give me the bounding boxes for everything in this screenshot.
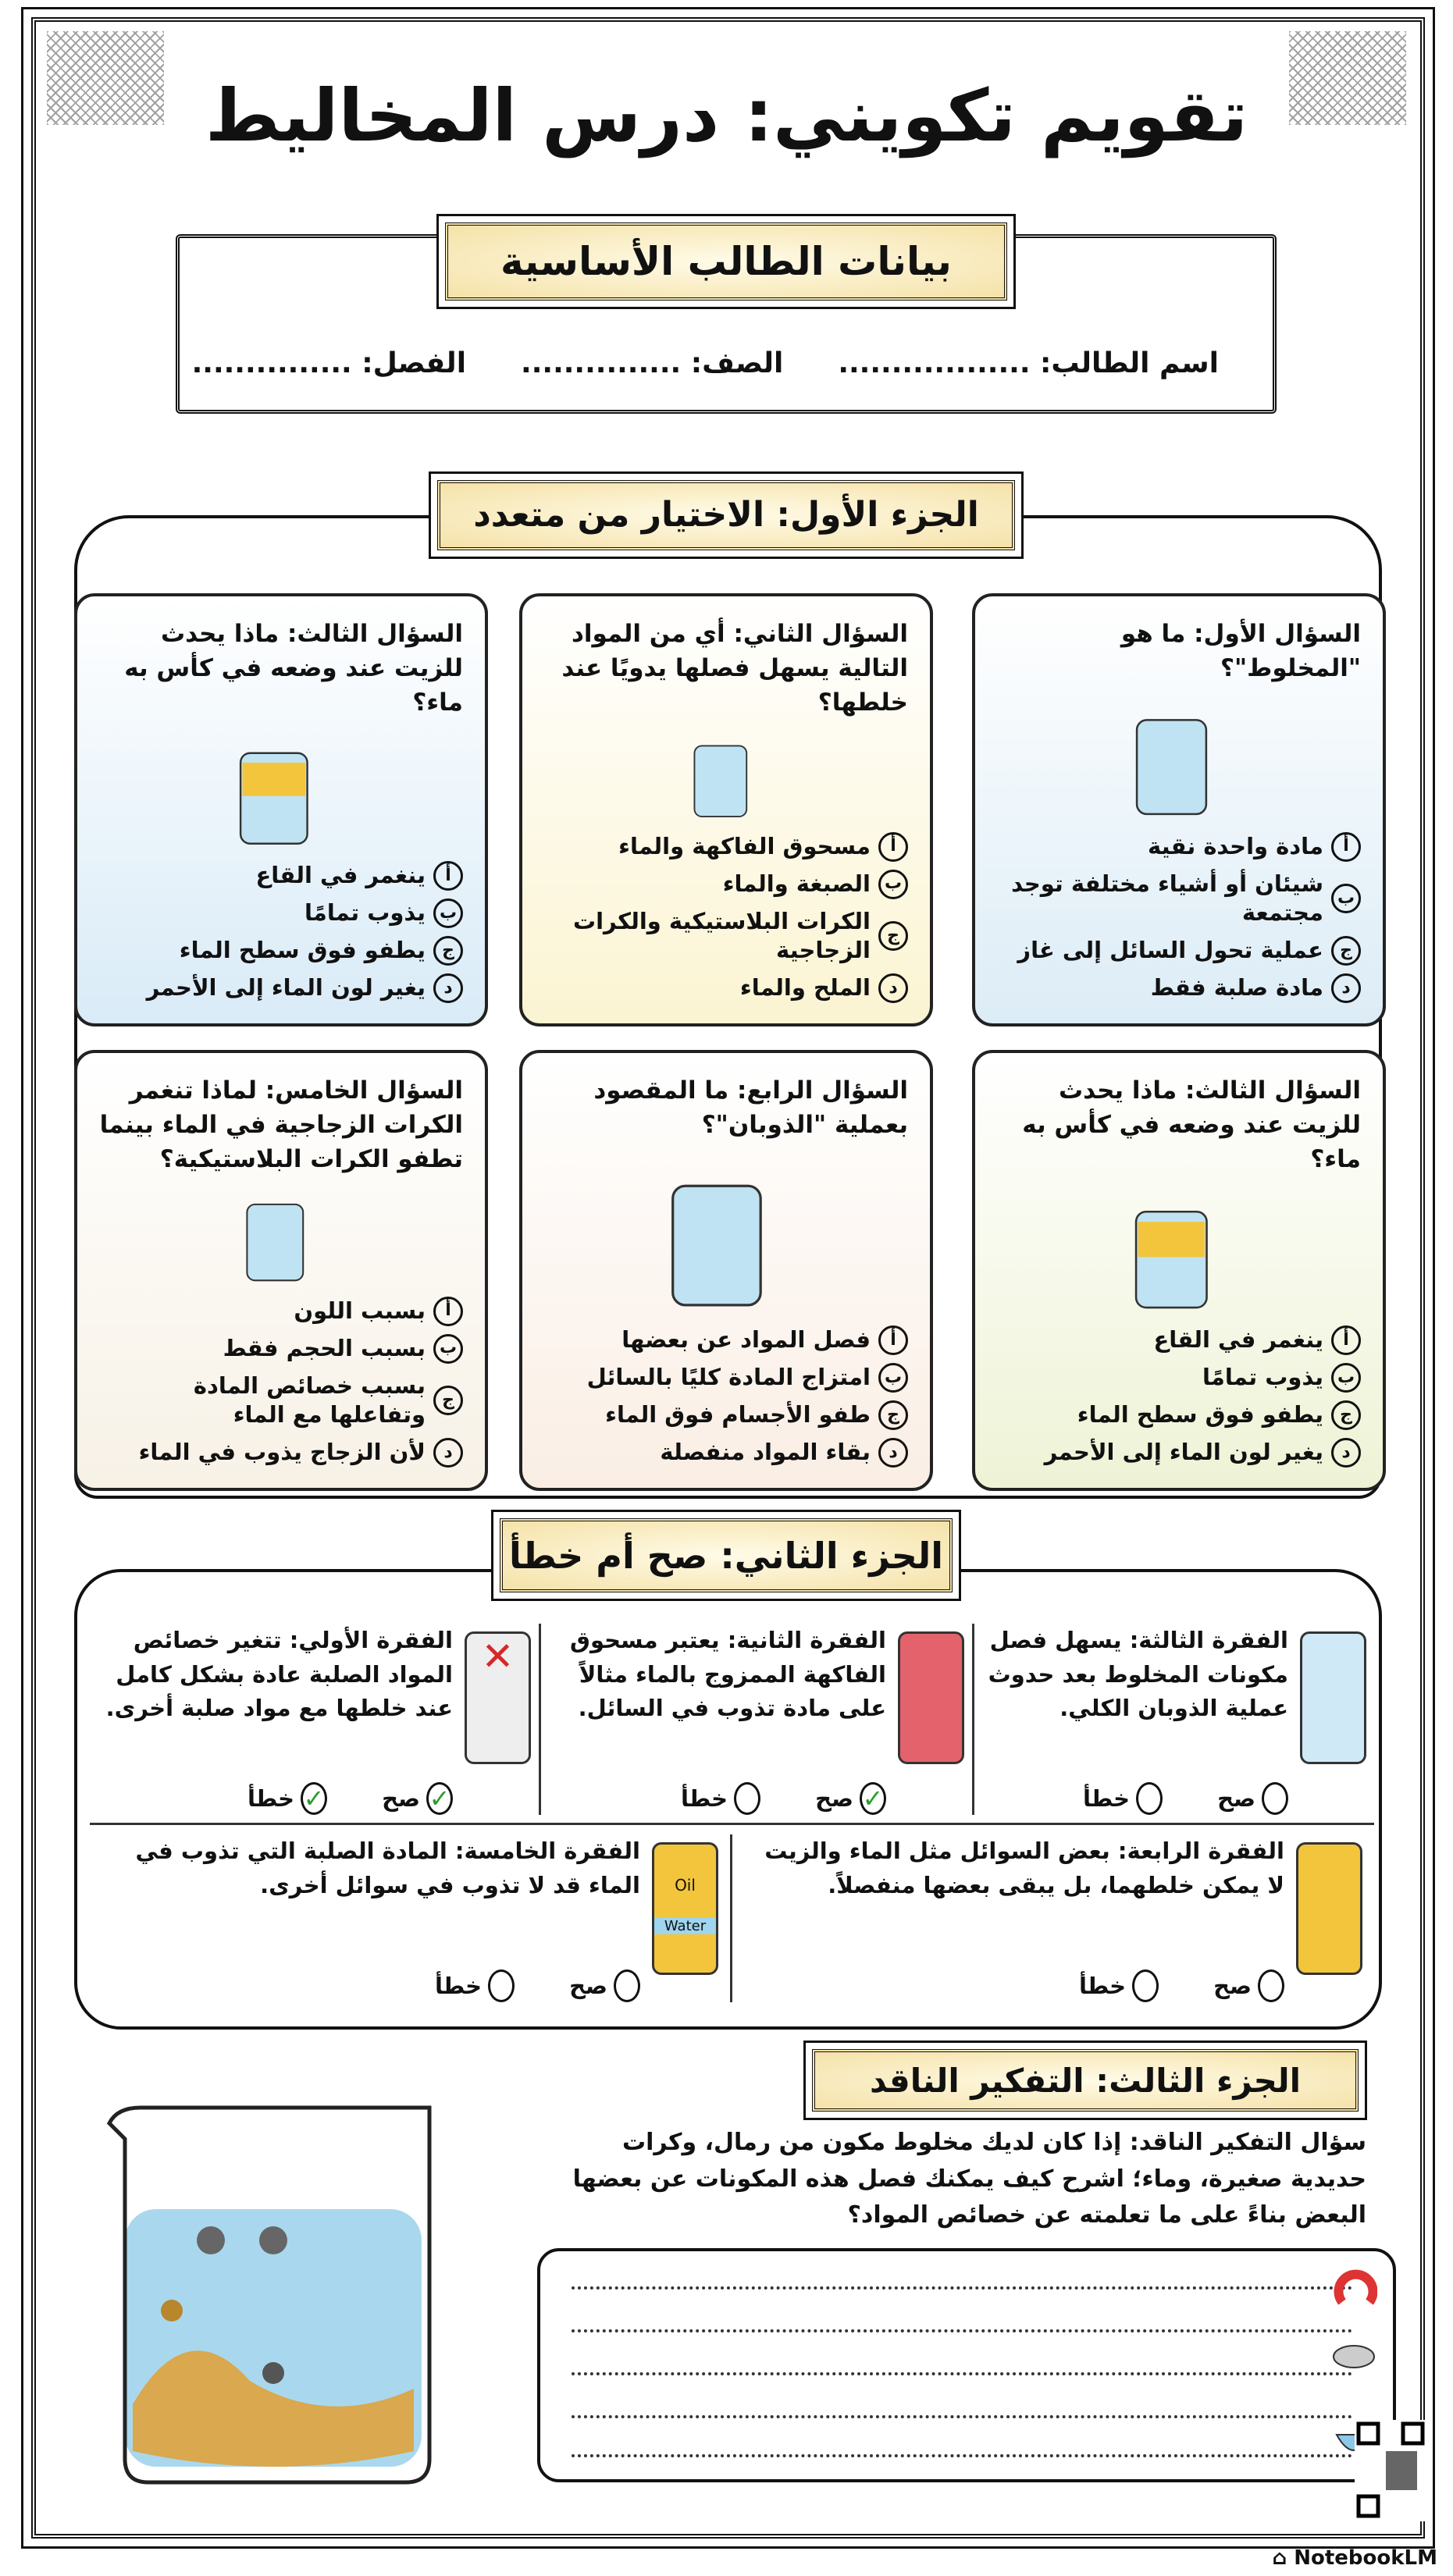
answer-option[interactable] xyxy=(997,1438,1361,1468)
question-card xyxy=(74,1050,488,1491)
answer-option[interactable] xyxy=(544,832,908,862)
answer-option[interactable] xyxy=(544,1363,908,1393)
option-letter: ج xyxy=(433,936,463,966)
answer-line[interactable] xyxy=(572,2415,1352,2418)
qr-code[interactable] xyxy=(1355,2420,1429,2521)
item-illustration xyxy=(1296,1842,1362,1975)
sieve-icon xyxy=(1334,2346,1374,2368)
answer-option[interactable] xyxy=(997,1325,1361,1355)
true-label: صح xyxy=(569,1973,607,1999)
option-letter: ج xyxy=(878,1400,908,1430)
answer-option[interactable] xyxy=(544,907,908,966)
answer-box[interactable] xyxy=(537,2248,1396,2482)
question-text: السؤال الثالث: ماذا يحدث للزيت عند وضعه في كأس به ماء؟ xyxy=(124,620,463,717)
false-label: خطأ xyxy=(248,1785,295,1812)
answer-option[interactable] xyxy=(544,870,908,899)
false-option[interactable] xyxy=(1079,1969,1159,2002)
option-text: مادة صلبة فقط xyxy=(1150,974,1323,1002)
answer-option[interactable] xyxy=(99,1372,463,1430)
question-text: السؤال الخامس: لماذا تنغمر الكرات الزجاجية في الماء بينما تطفو الكرات البلاستيكية؟ xyxy=(99,1076,463,1174)
divider xyxy=(972,1624,974,1815)
question-card xyxy=(519,1050,933,1491)
option-text: الملح والماء xyxy=(739,974,871,1002)
answer-line[interactable] xyxy=(572,2454,1352,2457)
option-text: يغير لون الماء إلى الأحمر xyxy=(146,974,426,1002)
cross-icon: ✕ xyxy=(481,1634,515,1679)
option-letter: أ xyxy=(1331,832,1361,862)
statement-text: الفقرة الثانية: يعتبر مسحوق الفاكهة الممزوج بالماء مثالاً على مادة تذوب في السائل. xyxy=(570,1627,886,1721)
answer-option[interactable] xyxy=(544,1325,908,1355)
answer-option[interactable] xyxy=(99,1334,463,1364)
option-letter: ب xyxy=(878,870,908,899)
question-card xyxy=(972,593,1386,1026)
question-text: السؤال الثاني: أي من المواد التالية يسهل فصلها يدويًا عند خلطها؟ xyxy=(561,620,908,717)
question-card xyxy=(74,593,488,1026)
critical-thinking-question: سؤال التفكير الناقد: إذا كان لديك مخلوط مكون من رمال، وكرات حديدية صغيرة، وماء؛ اشرح كيف يمكنك فصل هذه المكونات عن بعضها البعض بناءً على ما تعلمته عن خصائص المواد؟ xyxy=(572,2129,1366,2229)
answer-option[interactable] xyxy=(544,1400,908,1430)
statement-text: الفقرة الخامسة: المادة الصلبة التي تذوب في الماء قد لا تذوب في سوائل أخرى. xyxy=(135,1838,640,1898)
question-illustration xyxy=(997,1176,1361,1318)
option-letter: ج xyxy=(1331,936,1361,966)
statement-text: الفقرة الثالثة: يسهل فصل مكونات المخلوط بعد حدوث عملية الذوبان الكلي. xyxy=(988,1627,1288,1721)
part3-header: الجزء الثالث: التفكير الناقد xyxy=(812,2049,1359,2112)
part1-header: الجزء الأول: الاختيار من متعدد xyxy=(437,480,1015,550)
statement-text: الفقرة الأولي: تتغير خصائص المواد الصلبة عادة بشكل كامل عند خلطها مع مواد صلبة أخرى. xyxy=(105,1627,453,1721)
option-text: عملية تحول السائل إلى غاز xyxy=(1017,937,1323,964)
option-letter: د xyxy=(878,1438,908,1468)
item-illustration xyxy=(652,1842,718,1975)
true-false-item xyxy=(984,1624,1366,1815)
option-text: بسبب اللون xyxy=(294,1297,426,1324)
false-label: خطأ xyxy=(681,1785,728,1812)
divider xyxy=(90,1823,1374,1825)
true-false-item xyxy=(550,1624,964,1815)
option-text: مسحوق الفاكهة والماء xyxy=(618,832,871,859)
radio-circle[interactable] xyxy=(1136,1782,1163,1815)
option-letter: ب xyxy=(1331,884,1361,913)
option-text: بقاء المواد منفصلة xyxy=(660,1439,871,1466)
false-option[interactable] xyxy=(248,1782,327,1815)
option-letter: أ xyxy=(433,1297,463,1326)
true-option[interactable] xyxy=(1217,1782,1288,1815)
item-illustration xyxy=(465,1631,531,1764)
answer-option[interactable] xyxy=(997,832,1361,862)
true-option[interactable] xyxy=(815,1782,886,1815)
page-title: تقويم تكويني: درس المخاليط xyxy=(205,74,1248,158)
option-text: يطفو فوق سطح الماء xyxy=(179,937,426,964)
option-text: الكرات البلاستيكية والكرات الزجاجية xyxy=(572,907,871,964)
true-false-item xyxy=(101,1624,531,1815)
question-card xyxy=(972,1050,1386,1491)
false-label: خطأ xyxy=(435,1973,483,1999)
option-letter: د xyxy=(878,973,908,1003)
question-text: السؤال الثالث: ماذا يحدث للزيت عند وضعه في كأس به ماء؟ xyxy=(1022,1076,1361,1174)
false-option[interactable] xyxy=(435,1969,515,2002)
answer-option[interactable] xyxy=(99,973,463,1003)
answer-option[interactable] xyxy=(997,973,1361,1003)
option-text: بسبب خصائص المادة وتفاعلها مع الماء xyxy=(193,1372,426,1429)
answer-option[interactable] xyxy=(99,936,463,966)
option-text: الصبغة والماء xyxy=(722,870,871,897)
option-letter: د xyxy=(1331,1438,1361,1468)
answer-option[interactable] xyxy=(997,1400,1361,1430)
answer-option[interactable] xyxy=(99,898,463,928)
option-text: يذوب تمامًا xyxy=(1202,1364,1323,1391)
false-option[interactable] xyxy=(1083,1782,1163,1815)
answer-line[interactable] xyxy=(572,2329,1352,2332)
brand-watermark: ⌂ NotebookLM xyxy=(1272,2546,1437,2570)
option-letter: ب xyxy=(433,898,463,928)
beaker-sand-iron-illustration xyxy=(94,2076,484,2498)
answer-option[interactable] xyxy=(997,1363,1361,1393)
oil-label: Oil xyxy=(675,1876,696,1895)
option-text: ينغمر في القاع xyxy=(1153,1326,1323,1354)
option-letter: أ xyxy=(878,832,908,862)
radio-circle[interactable] xyxy=(1258,1969,1284,2002)
answer-option[interactable] xyxy=(99,861,463,891)
true-false-item xyxy=(746,1834,1362,2002)
answer-option[interactable] xyxy=(997,870,1361,928)
answer-line[interactable] xyxy=(572,2286,1352,2290)
question-illustration xyxy=(99,720,463,853)
student-name-field[interactable]: اسم الطالب: .................. xyxy=(838,347,1219,379)
true-option[interactable] xyxy=(1213,1969,1284,2002)
true-label: صح xyxy=(382,1785,420,1812)
answer-option[interactable] xyxy=(544,1438,908,1468)
class-field[interactable]: الفصل: ............... xyxy=(191,347,467,379)
question-illustration xyxy=(99,1176,463,1289)
option-letter: ج xyxy=(433,1386,463,1415)
option-text: مادة واحدة نقية xyxy=(1148,832,1323,859)
question-text: السؤال الرابع: ما المقصود بعملية "الذوبان"؟ xyxy=(593,1076,908,1140)
option-letter: أ xyxy=(878,1325,908,1355)
radio-circle[interactable] xyxy=(1132,1969,1159,2002)
item-illustration xyxy=(1300,1631,1366,1764)
divider xyxy=(539,1624,541,1815)
true-option[interactable] xyxy=(382,1782,453,1815)
option-letter: د xyxy=(433,973,463,1003)
question-card xyxy=(519,593,933,1026)
answer-option[interactable] xyxy=(544,973,908,1003)
option-letter: ج xyxy=(878,921,908,951)
radio-circle[interactable] xyxy=(488,1969,515,2002)
question-illustration xyxy=(544,720,908,824)
brand-name: NotebookLM xyxy=(1294,2546,1437,2570)
option-letter: ب xyxy=(1331,1363,1361,1393)
true-label: صح xyxy=(1217,1785,1255,1812)
option-text: امتزاج المادة كليًا بالسائل xyxy=(586,1364,871,1391)
radio-circle[interactable] xyxy=(614,1969,640,2002)
false-option[interactable] xyxy=(681,1782,760,1815)
answer-line[interactable] xyxy=(572,2372,1352,2375)
option-text: يطفو فوق سطح الماء xyxy=(1077,1401,1323,1429)
option-letter: ب xyxy=(433,1334,463,1364)
item-illustration xyxy=(898,1631,964,1764)
false-label: خطأ xyxy=(1079,1973,1127,1999)
true-option[interactable] xyxy=(569,1969,640,2002)
question-text: السؤال الأول: ما هو "المخلوط"؟ xyxy=(1120,620,1361,683)
part2-header: الجزء الثاني: صح أم خطأ xyxy=(500,1518,953,1592)
student-fields xyxy=(192,347,1219,379)
true-false-item xyxy=(101,1834,718,2002)
statement-text: الفقرة الرابعة: بعض السوائل مثل الماء والزيت لا يمكن خلطهما، بل يبقى بعضها منفصلاً. xyxy=(764,1838,1284,1898)
false-label: خطأ xyxy=(1083,1785,1131,1812)
grade-field[interactable]: الصف: ............... xyxy=(521,347,784,379)
option-letter: أ xyxy=(1331,1325,1361,1355)
option-letter: ب xyxy=(878,1363,908,1393)
option-text: بسبب الحجم فقط xyxy=(223,1334,426,1361)
answer-option[interactable] xyxy=(99,1438,463,1468)
question-illustration xyxy=(544,1142,908,1318)
option-text: يذوب تمامًا xyxy=(304,899,426,927)
question-illustration xyxy=(997,685,1361,824)
option-letter: د xyxy=(1331,973,1361,1003)
option-text: لأن الزجاج يذوب في الماء xyxy=(138,1439,426,1466)
radio-circle[interactable] xyxy=(734,1782,760,1815)
check-icon[interactable]: ✓ xyxy=(301,1782,327,1815)
option-text: فصل المواد عن بعضها xyxy=(621,1326,871,1354)
answer-option[interactable] xyxy=(997,936,1361,966)
student-info-header: بيانات الطالب الأساسية xyxy=(445,222,1007,301)
option-text: ينغمر في القاع xyxy=(255,862,426,889)
option-text: طفو الأجسام فوق الماء xyxy=(605,1401,871,1429)
water-label: Water xyxy=(654,1918,716,1934)
answer-option[interactable] xyxy=(99,1297,463,1326)
option-text: شيئان أو أشياء مختلفة توجد مجتمعة xyxy=(1011,870,1323,927)
option-letter: أ xyxy=(433,861,463,891)
divider xyxy=(730,1834,732,2002)
option-letter: د xyxy=(433,1438,463,1468)
true-label: صح xyxy=(1213,1973,1252,1999)
check-icon[interactable]: ✓ xyxy=(860,1782,886,1815)
option-letter: ج xyxy=(1331,1400,1361,1430)
check-icon[interactable]: ✓ xyxy=(426,1782,453,1815)
true-label: صح xyxy=(815,1785,853,1812)
option-text: يغير لون الماء إلى الأحمر xyxy=(1044,1439,1323,1466)
radio-circle[interactable] xyxy=(1262,1782,1288,1815)
magnet-icon xyxy=(1339,2275,1373,2302)
